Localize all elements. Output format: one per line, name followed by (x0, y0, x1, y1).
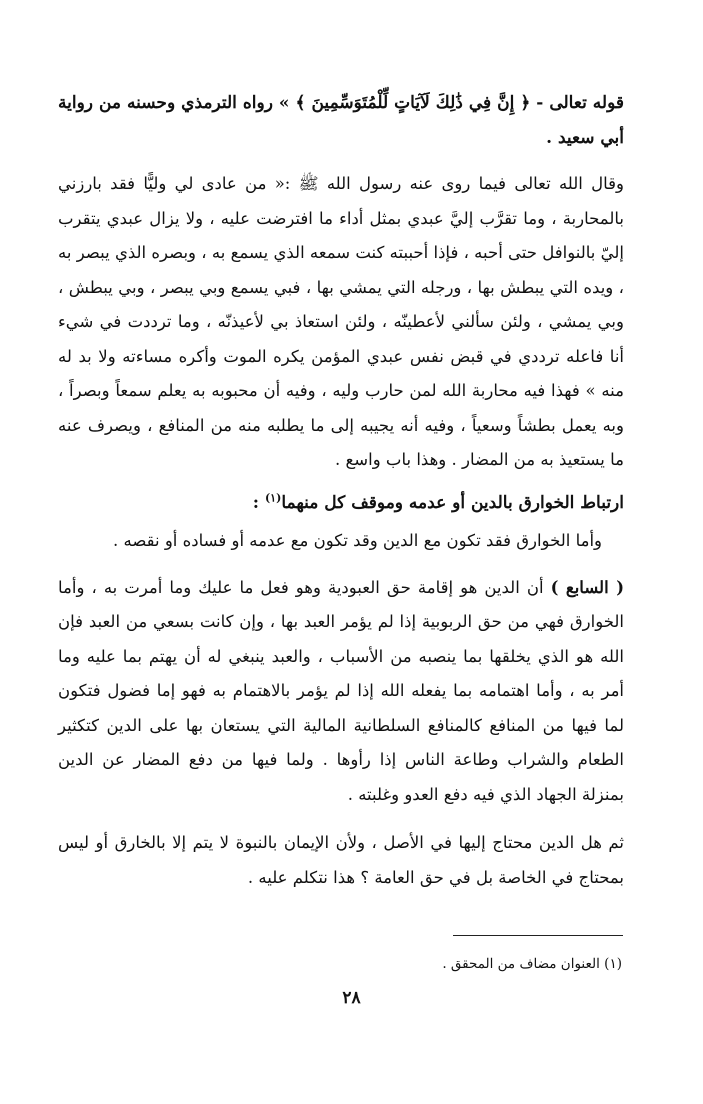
paragraph-seventh (58, 571, 624, 813)
section-heading (58, 486, 624, 521)
section-heading-text: ارتباط الخوارق بالدين أو عدمه وموقف كل منهما (281, 492, 624, 513)
footnote-reference: (١) (264, 490, 282, 504)
seventh-text: أن الدين هو إقامة حق العبودية وهو فعل ما عليك وما أمرت به ، وأما الخوارق فهي من حق الربوبية إذا لم يؤمر العبد بها ، وإن كانت بسعي من العبد فإن الله هو الذي يخلقها بما ينصبه من الأسباب ، والعبد ينبغي له أن يهتم بما عليه وما أمر به ، وأما اهتمامه بما يفعله الله إذا لم يؤمر بالاهتمام به فهو إما فضول فتكون لما فيها من المنافع كالمنافع السلطانية المالية التي يستعان بها على الدين كتكثير الطعام والشراب وطاعة الناس إذا رأوها . ولما فيها من دفع المضار عن الدين بمنزلة الجهاد الذي فيه دفع العدو وغلبته . (58, 577, 624, 804)
page-number: ٢٨ (342, 988, 361, 1008)
paragraph-question: ثم هل الدين محتاج إليها في الأصل ، ولأن الإيمان بالنبوة لا يتم إلا بالخارق أو ليس بمحتاج في الخاصة بل في حق العامة ؟ هذا نتكلم عليه . (58, 833, 624, 887)
paragraph-quran-verse: قوله تعالى - ﴿ إِنَّ فِي ذَٰلِكَ لَآيَاتٍ لِّلْمُتَوَسِّمِينَ ﴾ » رواه الترمذي وحسنه من رواية أبي سعيد . (58, 93, 624, 148)
footnote-divider (453, 935, 623, 936)
footnote: (١) العنوان مضاف من المحقق . (442, 956, 622, 972)
paragraph-hadith: وقال الله تعالى فيما روى عنه رسول الله ﷺ :« من عادى لي وليًّا فقد بارزني بالمحاربة ، وما تقرَّب إليَّ عبدي بمثل أداء ما افترضت عليه ، ولا يزال عبدي يتقرب إليّ بالنوافل حتى أحبه ، فإذا أحببته كنت سمعه الذي يسمع به ، وبصره الذي يبصر به ، ويده التي يبطش بها ، ورجله التي يمشي بها ، فبي يسمع وبي يبصر ، وبي يبطش ، وبي يمشي ، ولئن سألني لأعطينّه ، ولئن استعاذ بي لأعيذنّه ، وما ترددت في شيء أنا فاعله ترددي في قبض نفس عبدي المؤمن يكره الموت وأكره مساءته ولا بد له منه » فهذا فيه محاربة الله لمن حارب وليه ، وفيه أن محبوبه به يعلم سمعاً وبصراً ، وبه يعمل بطشاً وسعياً ، وفيه أنه يجيبه إلى ما يطلبه منه من المنافع ، ويصرف عنه ما يستعيذ به من المضار . وهذا باب واسع . (58, 174, 624, 469)
seventh-label: ( السابع ) (550, 577, 624, 597)
page-body (58, 86, 624, 895)
section-heading-suffix: : (252, 492, 265, 513)
paragraph-khawariq: وأما الخوارق فقد تكون مع الدين وقد تكون مع عدمه أو فساده أو نقصه . (112, 531, 602, 550)
